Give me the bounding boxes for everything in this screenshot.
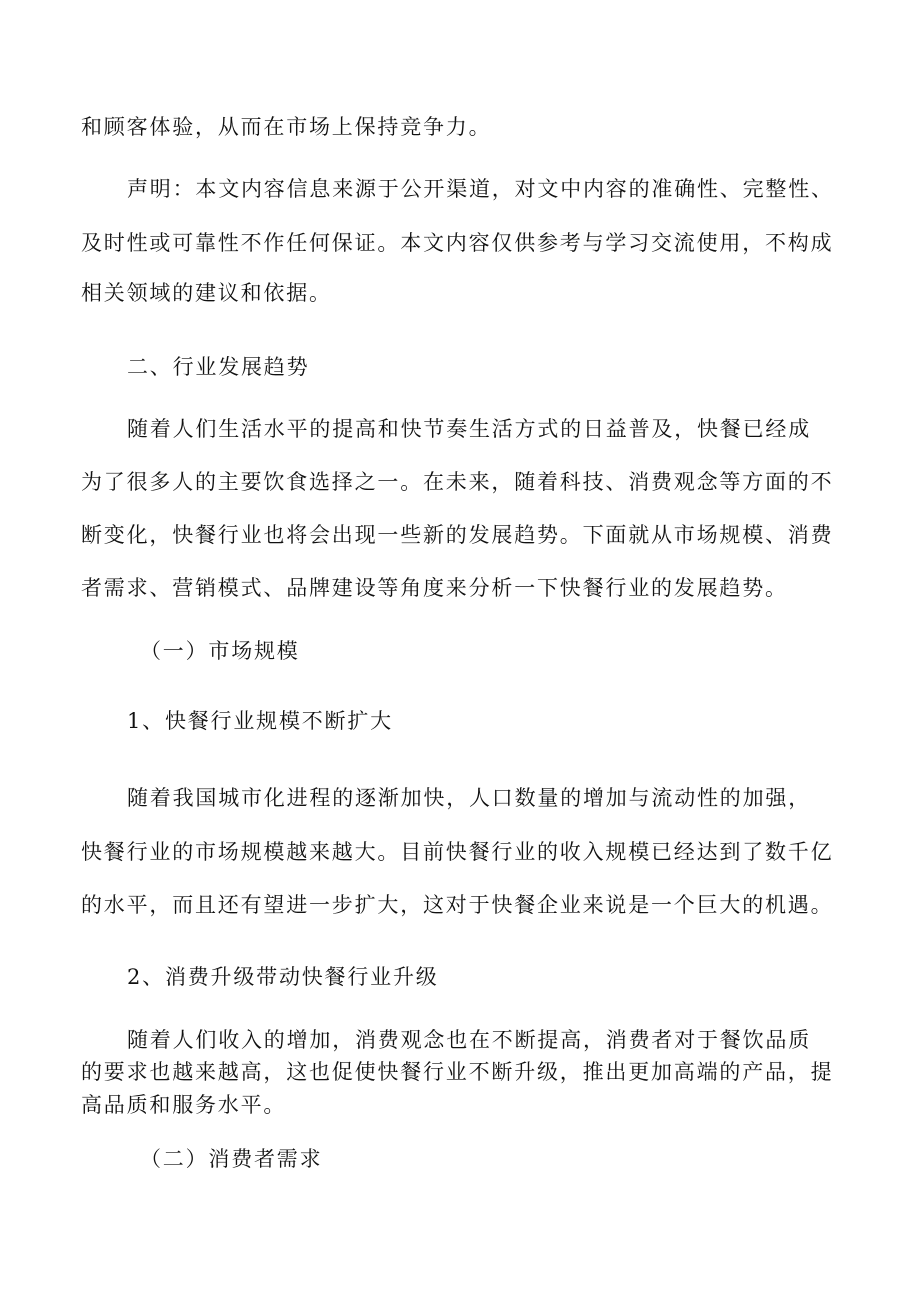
paragraph-line: 的水平，而且还有望进一步扩大，这对于快餐企业来说是一个巨大的机遇。 [81, 893, 834, 917]
paragraph-line: 高品质和服务水平。 [81, 1093, 287, 1117]
paragraph-line: 随着我国城市化进程的逐渐加快，人口数量的增加与流动性的加强， [127, 786, 811, 810]
paragraph-line: 随着人们生活水平的提高和快节奏生活方式的日益普及，快餐已经成 [127, 417, 811, 441]
paragraph-line: 随着人们收入的增加，消费观念也在不断提高，消费者对于餐饮品质 [127, 1028, 811, 1052]
item-heading: 1、快餐行业规模不断扩大 [127, 709, 393, 733]
paragraph-line: 的要求也越来越高，这也促使快餐行业不断升级，推出更加高端的产品，提 [81, 1060, 834, 1084]
subsection-heading: （一）市场规模 [140, 639, 300, 663]
paragraph-line: 断变化，快餐行业也将会出现一些新的发展趋势。下面就从市场规模、消费 [81, 523, 834, 547]
paragraph-line: 和顾客体验，从而在市场上保持竞争力。 [81, 115, 492, 139]
disclaimer-line: 相关领域的建议和依据。 [81, 281, 332, 305]
section-heading: 二、行业发展趋势 [127, 355, 310, 379]
paragraph-line: 为了很多人的主要饮食选择之一。在未来，随着科技、消费观念等方面的不 [81, 470, 834, 494]
subsection-heading: （二）消费者需求 [140, 1147, 323, 1171]
paragraph-line: 快餐行业的市场规模越来越大。目前快餐行业的收入规模已经达到了数千亿 [81, 840, 834, 864]
disclaimer-line: 及时性或可靠性不作任何保证。本文内容仅供参考与学习交流使用，不构成 [81, 231, 834, 255]
disclaimer-line: 声明：本文内容信息来源于公开渠道，对文中内容的准确性、完整性、 [127, 177, 834, 201]
paragraph-line: 者需求、营销模式、品牌建设等角度来分析一下快餐行业的发展趋势。 [81, 576, 788, 600]
item-heading: 2、消费升级带动快餐行业升级 [127, 965, 439, 989]
